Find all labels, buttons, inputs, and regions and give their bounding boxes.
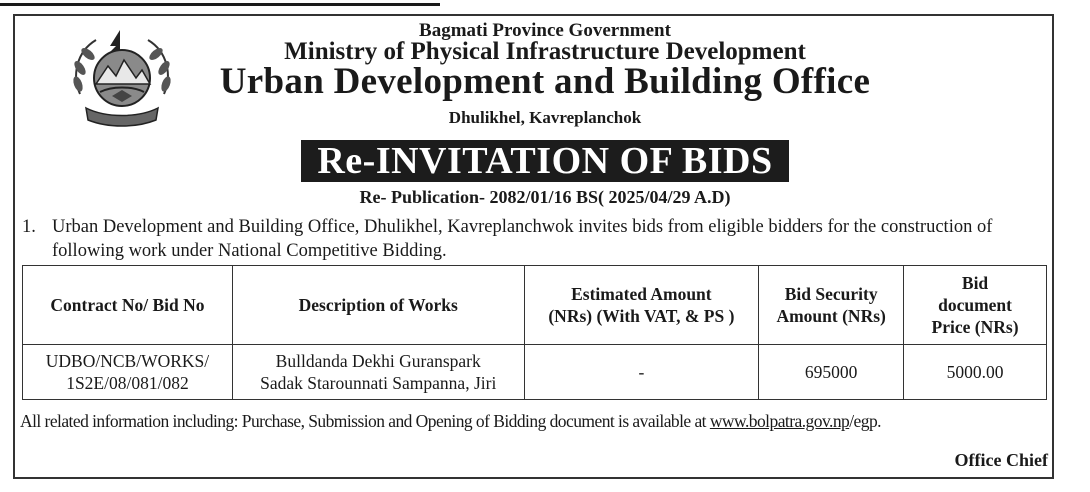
title-banner-wrap <box>0 140 1090 182</box>
description-line2: Sadak Starounnati Sampanna, Jiri <box>260 373 497 393</box>
info-prefix: All related information including: Purchase, Submission and Opening of Bidding document is available at <box>20 411 710 431</box>
bolpatra-link[interactable]: www.bolpatra.gov.np <box>709 411 850 431</box>
cell-bid-security: 695000 <box>759 345 904 400</box>
header-price-line1: Bid <box>961 273 989 293</box>
description-line1: Bulldanda Dekhi Guranspark <box>275 351 481 371</box>
cell-document-price: 5000.00 <box>904 345 1047 400</box>
contract-line2: 1S2E/08/081/082 <box>66 373 189 393</box>
header-price-line2: document <box>938 295 1012 315</box>
header-estimated-amount <box>524 266 759 345</box>
cell-contract-no <box>23 345 233 400</box>
cell-estimated-amount: - <box>524 345 759 400</box>
contract-line1: UDBO/NCB/WORKS/ <box>45 351 210 371</box>
availability-info <box>20 411 1054 432</box>
cell-description <box>232 345 524 400</box>
header-document-price <box>904 266 1047 345</box>
province-heading: Bagmati Province Government <box>419 20 671 41</box>
ministry-heading: Ministry of Physical Infrastructure Development <box>284 38 806 65</box>
office-heading: Urban Development and Building Office <box>219 61 871 102</box>
table-row <box>23 345 1047 400</box>
header-price-line3: Price (NRs) <box>931 317 1019 337</box>
info-suffix: /egp. <box>849 411 881 431</box>
header-description: Description of Works <box>232 266 524 345</box>
item-text: Urban Development and Building Office, Dhulikhel, Kavreplanchwok invites bids from eligible bidders for the construction of following work under National Competitive Bidding. <box>52 217 993 261</box>
header-security-line2: Amount (NRs) <box>776 306 886 326</box>
invitation-paragraph <box>22 215 1052 263</box>
table-header-row <box>23 266 1047 345</box>
header-bid-security <box>759 266 904 345</box>
header-estimated-line2: (NRs) (With VAT, & PS ) <box>548 306 735 326</box>
header-contract-no: Contract No/ Bid No <box>23 266 233 345</box>
republication-date: Re- Publication- 2082/01/16 BS( 2025/04/29 A.D) <box>359 187 731 207</box>
location-heading: Dhulikhel, Kavreplanchok <box>448 108 642 127</box>
notice-title-banner: Re-INVITATION OF BIDS <box>301 140 788 182</box>
item-number: 1. <box>22 217 36 237</box>
top-rule <box>0 3 440 6</box>
header-security-line1: Bid Security <box>784 284 878 304</box>
signatory: Office Chief <box>954 450 1048 470</box>
header-estimated-line1: Estimated Amount <box>571 284 712 304</box>
bids-table <box>22 265 1047 400</box>
